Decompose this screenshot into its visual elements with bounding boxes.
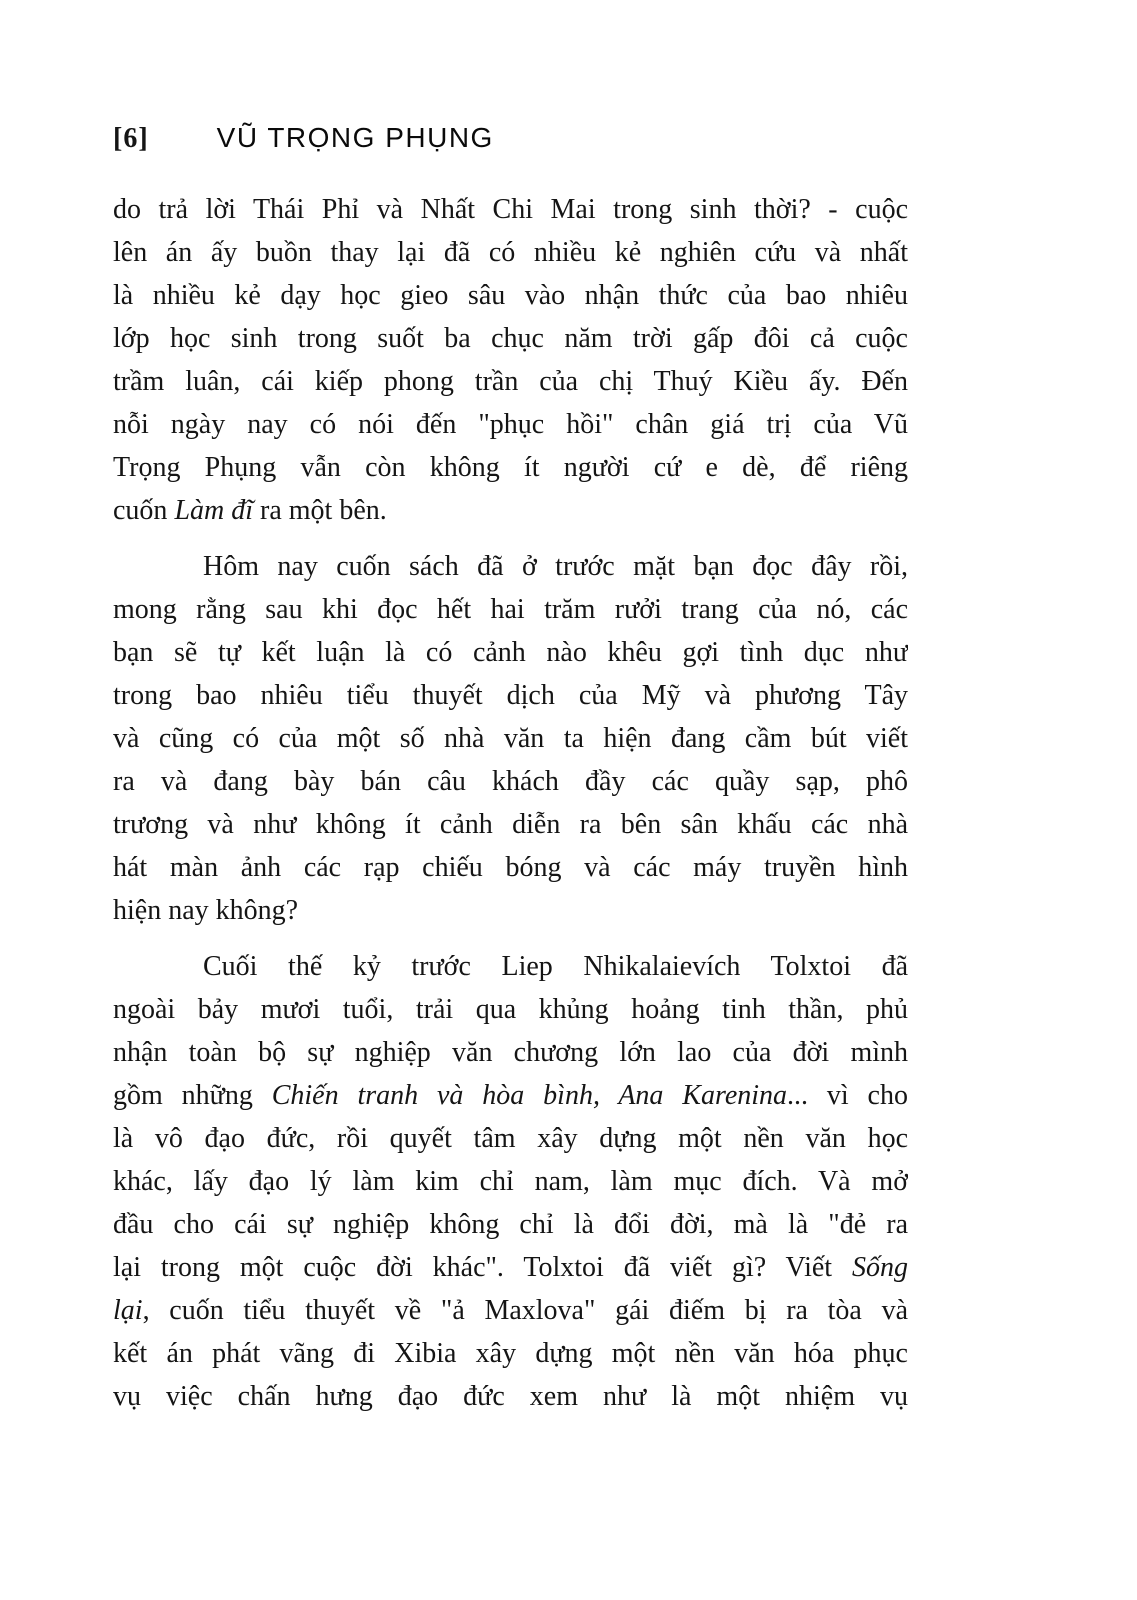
text-line xyxy=(113,274,908,317)
text-segment: bạn sẽ tự kết luận là có cảnh nào khêu gợi tình dục như xyxy=(113,637,908,668)
text-segment: ra và đang bày bán câu khách đầy các quầy sạp, phô xyxy=(113,766,908,797)
text-segment: hát màn ảnh các rạp chiếu bóng và các máy truyền hình xyxy=(113,852,908,883)
text-segment: , cuốn tiểu thuyết về "ả Maxlova" gái điếm bị ra tòa và xyxy=(142,1295,908,1326)
text-segment: ... vì cho xyxy=(787,1080,908,1111)
text-line xyxy=(113,360,908,403)
text-line xyxy=(113,403,908,446)
page-body xyxy=(113,188,908,1431)
text-segment: Cuối thế kỷ trước Liep Nhikalaievích Tolxtoi đã xyxy=(203,951,908,982)
text-line xyxy=(113,1074,908,1117)
italic-title-segment: Chiến tranh và hòa bình, Ana Karenina xyxy=(271,1080,788,1111)
text-line xyxy=(113,674,908,717)
text-line xyxy=(113,231,908,274)
text-line xyxy=(113,489,908,532)
text-segment: ra một bên. xyxy=(253,495,387,526)
text-segment: lại trong một cuộc đời khác". Tolxtoi đã viết gì? Viết xyxy=(113,1252,852,1283)
text-line xyxy=(113,945,908,988)
text-segment: đầu cho cái sự nghiệp không chỉ là đổi đời, mà là "đẻ ra xyxy=(113,1209,908,1240)
text-segment: ngoài bảy mươi tuổi, trải qua khủng hoảng tinh thần, phủ xyxy=(113,994,908,1025)
text-segment: cuốn xyxy=(113,495,175,526)
text-line xyxy=(113,889,908,932)
text-line xyxy=(113,760,908,803)
text-line xyxy=(113,1117,908,1160)
text-segment: khác, lấy đạo lý làm kim chỉ nam, làm mục đích. Và mở xyxy=(113,1166,908,1197)
text-line xyxy=(113,317,908,360)
text-line xyxy=(113,1332,908,1375)
page-header xyxy=(113,122,1022,155)
text-segment: vụ việc chấn hưng đạo đức xem như là một nhiệm vụ xyxy=(113,1381,908,1412)
paragraph xyxy=(113,188,908,532)
text-segment: mong rằng sau khi đọc hết hai trăm rưởi trang của nó, các xyxy=(113,594,908,625)
text-line xyxy=(113,545,908,588)
text-line xyxy=(113,588,908,631)
text-line xyxy=(113,1031,908,1074)
text-segment: Trọng Phụng vẫn còn không ít người cứ e dè, để riêng xyxy=(113,452,908,483)
italic-title-segment: Sống xyxy=(852,1252,908,1283)
text-line xyxy=(113,803,908,846)
text-line xyxy=(113,717,908,760)
text-line xyxy=(113,846,908,889)
page-number: [6] xyxy=(113,123,149,154)
text-line xyxy=(113,446,908,489)
text-segment: lớp học sinh trong suốt ba chục năm trời gấp đôi cả cuộc xyxy=(113,323,908,354)
text-line xyxy=(113,188,908,231)
text-segment: Hôm nay cuốn sách đã ở trước mặt bạn đọc đây rồi, xyxy=(203,551,908,582)
text-line xyxy=(113,1203,908,1246)
text-segment: trầm luân, cái kiếp phong trần của chị Thuý Kiều ấy. Đến xyxy=(113,366,908,397)
page-header-title: VŨ TRỌNG PHỤNG xyxy=(216,122,494,153)
text-line xyxy=(113,1375,908,1418)
text-segment: là vô đạo đức, rồi quyết tâm xây dựng một nền văn học xyxy=(113,1123,908,1154)
text-segment: do trả lời Thái Phỉ và Nhất Chi Mai trong sinh thời? - cuộc xyxy=(113,194,908,225)
text-segment: là nhiều kẻ dạy học gieo sâu vào nhận thức của bao nhiêu xyxy=(113,280,908,311)
paragraph xyxy=(113,945,908,1418)
italic-title-segment: lại xyxy=(113,1295,143,1326)
text-line xyxy=(113,1246,908,1289)
text-segment: và cũng có của một số nhà văn ta hiện đang cầm bút viết xyxy=(113,723,908,754)
text-segment: lên án ấy buồn thay lại đã có nhiều kẻ nghiên cứu và nhất xyxy=(113,237,908,268)
italic-title-segment: Làm đĩ xyxy=(174,495,254,526)
text-segment: gồm những xyxy=(113,1080,272,1111)
text-segment: kết án phát vãng đi Xibia xây dựng một nền văn hóa phục xyxy=(113,1338,908,1369)
text-segment: trong bao nhiêu tiểu thuyết dịch của Mỹ và phương Tây xyxy=(113,680,908,711)
text-line xyxy=(113,988,908,1031)
text-line xyxy=(113,631,908,674)
text-line xyxy=(113,1160,908,1203)
text-segment: trương và như không ít cảnh diễn ra bên sân khấu các nhà xyxy=(113,809,908,840)
paragraph xyxy=(113,545,908,932)
text-segment: nhận toàn bộ sự nghiệp văn chương lớn lao của đời mình xyxy=(113,1037,908,1068)
text-line xyxy=(113,1289,908,1332)
text-segment: hiện nay không? xyxy=(113,895,299,926)
text-segment: nỗi ngày nay có nói đến "phục hồi" chân giá trị của Vũ xyxy=(113,409,908,440)
